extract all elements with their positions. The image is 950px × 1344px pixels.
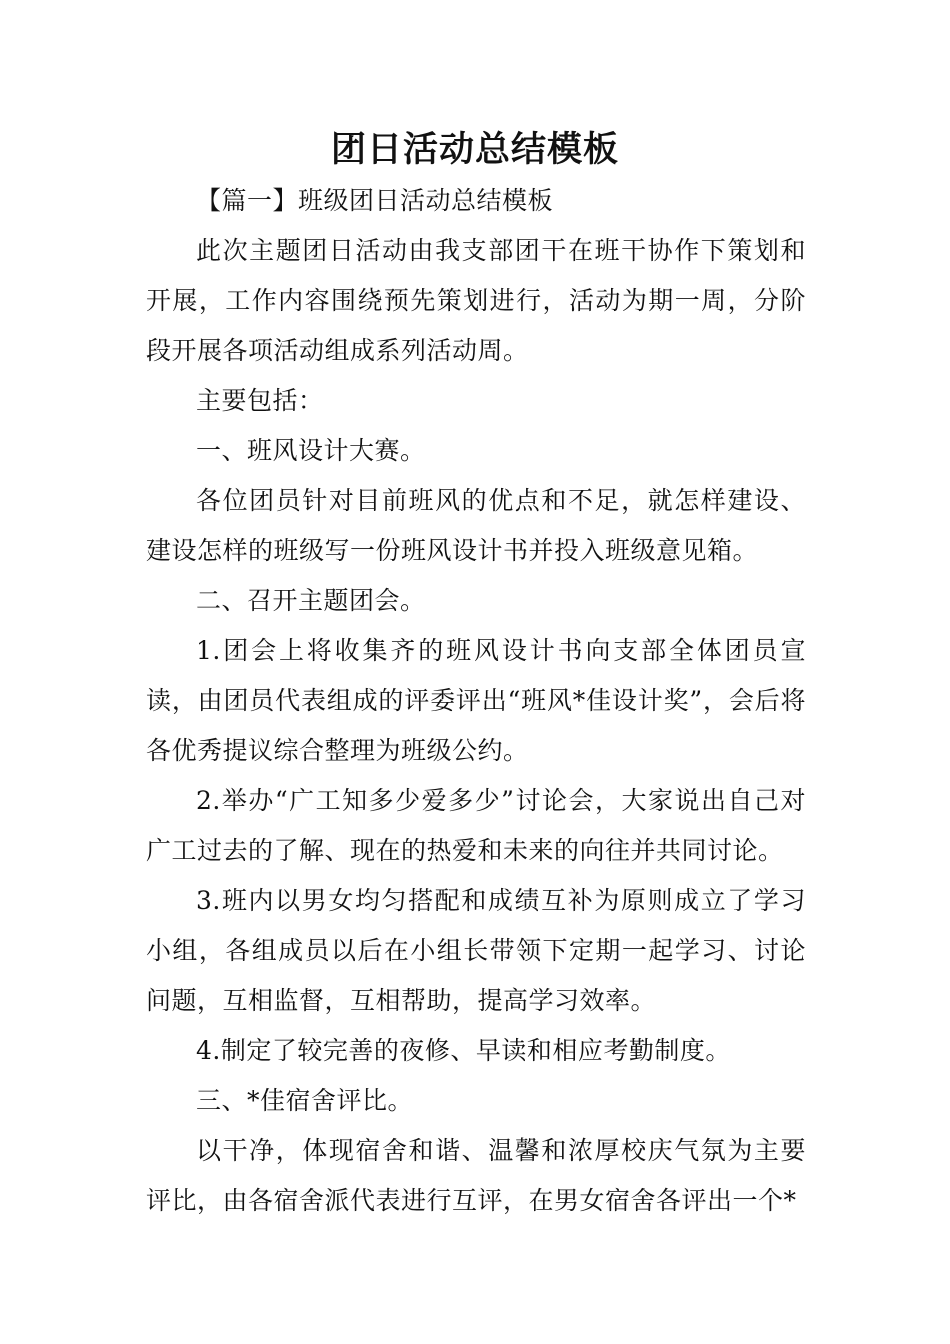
list-heading: 二、召开主题团会。 [196,586,426,615]
paragraph: 以干净，体现宿舍和谐、温馨和浓厚校庆气氛为主要评比，由各宿舍派代表进行互评，在男女宿舍各评出一个* [146,1136,806,1215]
list-heading: 一、班风设计大赛。 [196,436,426,465]
paragraph: 此次主题团日活动由我支部团干在班干协作下策划和开展，工作内容围绕预先策划进行，活动为期一周，分阶段开展各项活动组成系列活动周。 [146,236,806,365]
list-item: 1.团会上将收集齐的班风设计书向支部全体团员宣读，由团员代表组成的评委评出“班风*佳设计奖”，会后将各优秀提议综合整理为班级公约。 [146,636,806,765]
list-heading: 三、*佳宿舍评比。 [196,1086,414,1115]
list-item: 3.班内以男女均匀搭配和成绩互补为原则成立了学习小组，各组成员以后在小组长带领下定期一起学习、讨论问题，互相监督，互相帮助，提高学习效率。 [146,886,806,1015]
document-body [146,176,806,1226]
paragraph: 主要包括： [196,386,324,415]
list-item: 4.制定了较完善的夜修、早读和相应考勤制度。 [196,1036,731,1065]
document-title: 团日活动总结模板 [330,130,619,170]
list-item: 2.举办“广工知多少爱多少”讨论会，大家说出自己对广工过去的了解、现在的热爱和未来的向往并共同讨论。 [146,786,806,865]
paragraph: 各位团员针对目前班风的优点和不足，就怎样建设、建设怎样的班级写一份班风设计书并投入班级意见箱。 [146,486,806,565]
section-heading: 【篇一】班级团日活动总结模板 [196,186,554,215]
